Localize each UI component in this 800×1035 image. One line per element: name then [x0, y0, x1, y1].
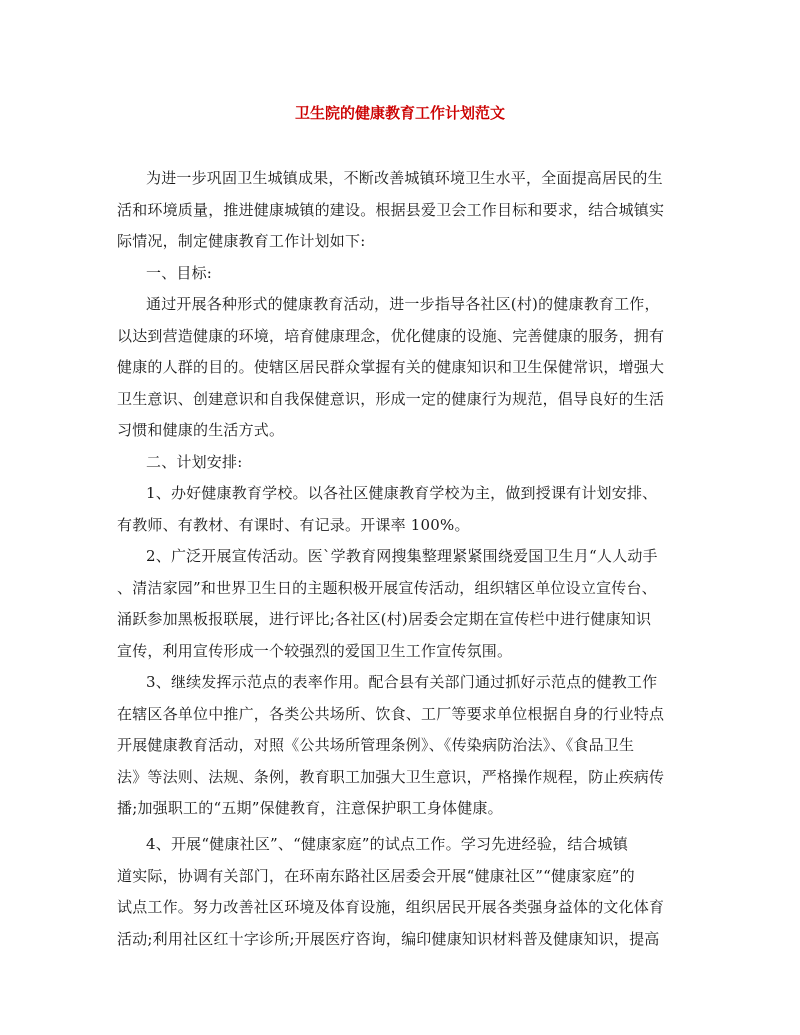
paragraph-line: 法》等法则、法规、条例，教育职工加强大卫生意识，严格操作规程，防止疾病传 — [117, 768, 665, 786]
paragraph-line: 健康的人群的目的。使辖区居民群众掌握有关的健康知识和卫生保健常识，增强大 — [117, 358, 665, 376]
paragraph-line: 为进一步巩固卫生城镇成果，不断改善城镇环境卫生水平，全面提高居民的生 — [146, 169, 663, 187]
paragraph-line: 1、办好健康教育学校。以各社区健康教育学校为主，做到授课有计划安排、 — [146, 484, 658, 502]
paragraph-line: 活和环境质量，推进健康城镇的建设。根据县爱卫会工作目标和要求，结合城镇实 — [117, 201, 665, 219]
paragraph-line: 涌跃参加黑板报联展，进行评比;各社区(村)居委会定期在宣传栏中进行健康知识 — [117, 610, 652, 628]
paragraph-line: 习惯和健康的生活方式。 — [117, 421, 285, 439]
paragraph-line: 以达到营造健康的环境，培育健康理念，优化健康的设施、完善健康的服务，拥有 — [117, 327, 665, 345]
section-heading: 一、目标: — [146, 264, 213, 282]
paragraph-line: 播;加强职工的“五期”保健教育，注意保护职工身体健康。 — [117, 799, 503, 817]
paragraph-line: 活动;利用社区红十字诊所;开展医疗咨询，编印健康知识材料普及健康知识，提高 — [117, 930, 660, 948]
paragraph-line: 有教师、有教材、有课时、有记录。开课率 100%。 — [117, 516, 470, 534]
section-heading: 二、计划安排: — [146, 453, 243, 471]
paragraph-line: 2、广泛开展宣传活动。医`学教育网搜集整理紧紧围绕爱国卫生月“人人动手 — [146, 547, 658, 565]
paragraph-line: 在辖区各单位中推广，各类公共场所、饮食、工厂等要求单位根据自身的行业特点 — [117, 705, 665, 723]
paragraph-line: 试点工作。努力改善社区环境及体育设施，组织居民开展各类强身益体的文化体育 — [117, 898, 665, 916]
paragraph-line: 卫生意识、创建意识和自我保健意识，形成一定的健康行为规范，倡导良好的生活 — [117, 390, 665, 408]
paragraph-line: 3、继续发挥示范点的表率作用。配合县有关部门通过抓好示范点的健教工作 — [146, 673, 658, 691]
paragraph-line: 、清洁家园”和世界卫生日的主题积极开展宣传活动，组织辖区单位设立宣传台、 — [117, 579, 657, 597]
paragraph-line: 际情况，制定健康教育工作计划如下: — [117, 232, 366, 250]
document-title: 卫生院的健康教育工作计划范文 — [294, 104, 505, 122]
paragraph-line: 4、开展“健康社区”、“健康家庭”的试点工作。学习先进经验，结合城镇 — [146, 835, 629, 853]
paragraph-line: 开展健康教育活动，对照《公共场所管理条例》、《传染病防治法》、《食品卫生 — [117, 736, 635, 754]
paragraph-line: 道实际，协调有关部门，在环南东路社区居委会开展“健康社区”“健康家庭”的 — [117, 867, 635, 885]
paragraph-line: 宣传，利用宣传形成一个较强烈的爱国卫生工作宣传氛围。 — [117, 642, 513, 660]
paragraph-line: 通过开展各种形式的健康教育活动，进一步指导各社区(村)的健康教育工作， — [146, 295, 660, 313]
